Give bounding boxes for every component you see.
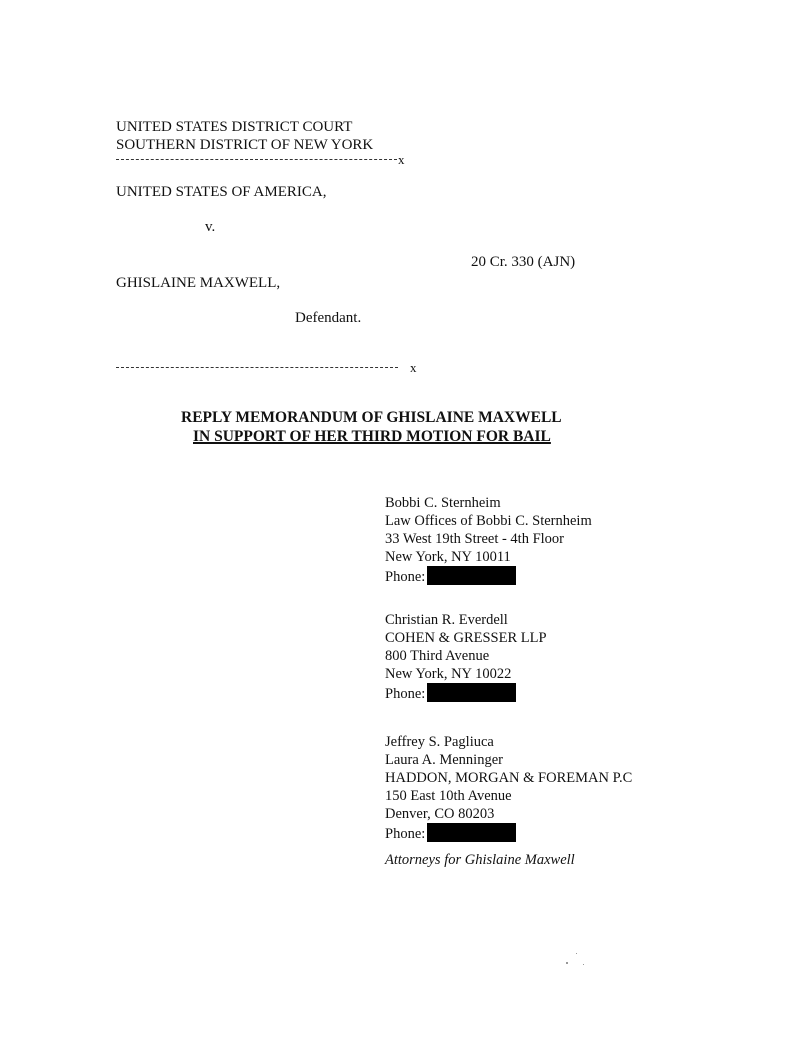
caption-bottom-x: x	[410, 360, 417, 375]
counsel-block-everdell	[385, 611, 547, 703]
counsel-line: Jeffrey S. Pagliuca	[385, 734, 494, 750]
plaintiff-name: UNITED STATES OF AMERICA,	[116, 184, 327, 200]
counsel-block-haddon	[385, 733, 632, 843]
counsel-line: 33 West 19th Street - 4th Floor	[385, 531, 564, 547]
document-title-line1: REPLY MEMORANDUM OF GHISLAINE MAXWELL	[181, 409, 562, 426]
court-district: SOUTHERN DISTRICT OF NEW YORK	[116, 137, 374, 153]
counsel-line: Christian R. Everdell	[385, 612, 508, 628]
counsel-phone	[385, 823, 632, 843]
attorneys-for: Attorneys for Ghislaine Maxwell	[385, 852, 575, 868]
document-title-line2: IN SUPPORT OF HER THIRD MOTION FOR BAIL	[193, 428, 551, 445]
versus-label: v.	[205, 219, 216, 235]
counsel-line: 150 East 10th Avenue	[385, 788, 512, 804]
redaction-bar	[427, 823, 516, 842]
counsel-line: Bobbi C. Sternheim	[385, 495, 501, 511]
scan-speck	[566, 962, 568, 964]
caption-bottom-divider	[116, 367, 398, 368]
counsel-block-sternheim	[385, 494, 592, 586]
counsel-line: New York, NY 10022	[385, 666, 512, 682]
counsel-line: Denver, CO 80203	[385, 806, 495, 822]
scan-speck	[583, 964, 584, 965]
caption-top-x: x	[398, 152, 405, 167]
counsel-line: Law Offices of Bobbi C. Sternheim	[385, 513, 592, 529]
scan-speck	[576, 953, 577, 954]
counsel-line: 800 Third Avenue	[385, 648, 490, 664]
counsel-line: HADDON, MORGAN & FOREMAN P.C	[385, 770, 633, 786]
counsel-line: COHEN & GRESSER LLP	[385, 630, 547, 646]
counsel-phone	[385, 566, 592, 586]
phone-label: Phone:	[385, 569, 426, 585]
counsel-line: New York, NY 10011	[385, 549, 511, 565]
redaction-bar	[427, 566, 516, 585]
redaction-bar	[427, 683, 516, 702]
phone-label: Phone:	[385, 826, 426, 842]
court-name: UNITED STATES DISTRICT COURT	[116, 119, 353, 135]
counsel-phone	[385, 683, 547, 703]
defendant-label: Defendant.	[295, 310, 362, 326]
case-number: 20 Cr. 330 (AJN)	[471, 254, 576, 270]
defendant-name: GHISLAINE MAXWELL,	[116, 275, 281, 291]
counsel-line: Laura A. Menninger	[385, 752, 503, 768]
caption-top-divider	[116, 159, 397, 160]
phone-label: Phone:	[385, 686, 426, 702]
